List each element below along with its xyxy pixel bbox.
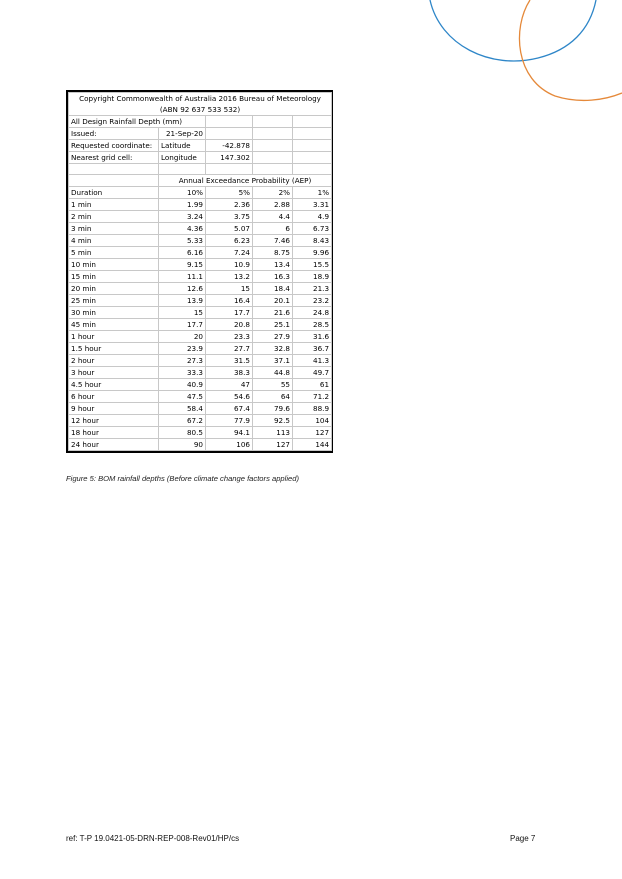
depth-value-cell: 92.5 [253,415,293,427]
depth-value-cell: 71.2 [293,391,332,403]
depth-value-cell: 9.96 [293,247,332,259]
depth-value-cell: 106 [206,439,253,451]
depth-value-cell: 38.3 [206,367,253,379]
duration-cell: 5 min [69,247,159,259]
depth-value-cell: 11.1 [159,271,206,283]
table-row [69,367,332,379]
duration-cell: 30 min [69,307,159,319]
depth-value-cell: 13.2 [206,271,253,283]
table-row [69,427,332,439]
depth-value-cell: 4.4 [253,211,293,223]
duration-cell: 2 min [69,211,159,223]
issued-label: Issued: [69,128,159,140]
duration-cell: 3 min [69,223,159,235]
depth-value-cell: 58.4 [159,403,206,415]
depth-value-cell: 127 [253,439,293,451]
depth-value-cell: 27.7 [206,343,253,355]
depth-value-cell: 9.15 [159,259,206,271]
depth-value-cell: 13.9 [159,295,206,307]
depth-value-cell: 144 [293,439,332,451]
rainfall-title: All Design Rainfall Depth (mm) [69,116,206,128]
depth-value-cell: 67.4 [206,403,253,415]
aep-column-header: 2% [253,187,293,199]
duration-cell: 12 hour [69,415,159,427]
table-row [69,391,332,403]
depth-value-cell: 1.99 [159,199,206,211]
depth-value-cell: 37.1 [253,355,293,367]
depth-value-cell: 2.36 [206,199,253,211]
table-row [69,343,332,355]
depth-value-cell: 64 [253,391,293,403]
depth-value-cell: 36.7 [293,343,332,355]
table-row [69,235,332,247]
table-row [69,223,332,235]
depth-value-cell: 41.3 [293,355,332,367]
depth-value-cell: 113 [253,427,293,439]
depth-value-cell: 17.7 [206,307,253,319]
table-row [69,199,332,211]
latitude-value: -42.878 [206,140,253,152]
depth-value-cell: 15 [206,283,253,295]
page-number: Page 7 [510,834,536,843]
depth-value-cell: 55 [253,379,293,391]
depth-value-cell: 4.9 [293,211,332,223]
duration-cell: 24 hour [69,439,159,451]
issued-row [69,128,332,140]
abn-row [69,104,332,116]
nearest-grid-cell-label: Nearest grid cell: [69,152,159,164]
duration-cell: 45 min [69,319,159,331]
depth-value-cell: 13.4 [253,259,293,271]
depth-value-cell: 5.07 [206,223,253,235]
table-row [69,415,332,427]
aep-heading: Annual Exceedance Probability (AEP) [159,175,332,187]
table-row [69,271,332,283]
depth-value-cell: 80.5 [159,427,206,439]
duration-cell: 18 hour [69,427,159,439]
duration-cell: 15 min [69,271,159,283]
longitude-value: 147.302 [206,152,253,164]
table-row [69,307,332,319]
duration-cell: 2 hour [69,355,159,367]
depth-value-cell: 6.16 [159,247,206,259]
duration-cell: 4.5 hour [69,379,159,391]
depth-value-cell: 79.6 [253,403,293,415]
copyright-row [69,93,332,105]
abn-text: (ABN 92 637 533 532) [69,104,332,116]
depth-value-cell: 12.6 [159,283,206,295]
issued-value: 21-Sep-20 [159,128,206,140]
aep-column-header: 10% [159,187,206,199]
footer-reference: ref: T-P 19.0421-05-DRN-REP-008-Rev01/HP/cs [66,834,240,843]
depth-value-cell: 28.5 [293,319,332,331]
table-row [69,283,332,295]
column-header-row [69,187,332,199]
table-row [69,439,332,451]
depth-value-cell: 33.3 [159,367,206,379]
depth-value-cell: 27.9 [253,331,293,343]
depth-value-cell: 21.6 [253,307,293,319]
depth-value-cell: 27.3 [159,355,206,367]
depth-value-cell: 5.33 [159,235,206,247]
aep-heading-row [69,175,332,187]
table-row [69,259,332,271]
table-row [69,247,332,259]
depth-value-cell: 31.5 [206,355,253,367]
depth-value-cell: 18.4 [253,283,293,295]
blue-arc [430,0,596,61]
depth-value-cell: 20.8 [206,319,253,331]
depth-value-cell: 2.88 [253,199,293,211]
duration-cell: 1.5 hour [69,343,159,355]
depth-value-cell: 94.1 [206,427,253,439]
depth-value-cell: 6 [253,223,293,235]
table-row [69,295,332,307]
depth-value-cell: 54.6 [206,391,253,403]
table-row [69,355,332,367]
depth-value-cell: 40.9 [159,379,206,391]
depth-value-cell: 90 [159,439,206,451]
duration-cell: 4 min [69,235,159,247]
depth-value-cell: 6.23 [206,235,253,247]
duration-header: Duration [69,187,159,199]
rainfall-title-row [69,116,332,128]
figure-caption: Figure 5: BOM rainfall depths (Before climate change factors applied) [66,474,299,483]
depth-value-cell: 32.8 [253,343,293,355]
duration-cell: 1 min [69,199,159,211]
depth-value-cell: 3.31 [293,199,332,211]
rainfall-depth-table [66,90,333,453]
aep-column-header: 1% [293,187,332,199]
nearest-grid-cell-row [69,152,332,164]
requested-coordinate-label: Requested coordinate: [69,140,159,152]
table-row [69,379,332,391]
depth-value-cell: 15.5 [293,259,332,271]
duration-cell: 3 hour [69,367,159,379]
duration-cell: 25 min [69,295,159,307]
depth-value-cell: 4.36 [159,223,206,235]
depth-value-cell: 3.24 [159,211,206,223]
depth-value-cell: 61 [293,379,332,391]
copyright-text: Copyright Commonwealth of Australia 2016 Bureau of Meteorology [69,93,332,105]
table-row [69,403,332,415]
duration-cell: 10 min [69,259,159,271]
depth-value-cell: 67.2 [159,415,206,427]
depth-value-cell: 23.9 [159,343,206,355]
table-row [69,211,332,223]
depth-value-cell: 31.6 [293,331,332,343]
depth-value-cell: 10.9 [206,259,253,271]
table-row [69,331,332,343]
depth-value-cell: 16.4 [206,295,253,307]
depth-value-cell: 104 [293,415,332,427]
duration-cell: 20 min [69,283,159,295]
duration-cell: 9 hour [69,403,159,415]
depth-value-cell: 47 [206,379,253,391]
depth-value-cell: 20 [159,331,206,343]
depth-value-cell: 8.43 [293,235,332,247]
depth-value-cell: 21.3 [293,283,332,295]
depth-value-cell: 127 [293,427,332,439]
depth-value-cell: 25.1 [253,319,293,331]
depth-value-cell: 47.5 [159,391,206,403]
depth-value-cell: 15 [159,307,206,319]
depth-value-cell: 44.8 [253,367,293,379]
depth-value-cell: 24.8 [293,307,332,319]
orange-arc [519,0,622,100]
longitude-label: Longitude [159,152,206,164]
table-row [69,319,332,331]
requested-coordinate-row [69,140,332,152]
latitude-label: Latitude [159,140,206,152]
spacer-row [69,164,332,175]
depth-value-cell: 3.75 [206,211,253,223]
depth-value-cell: 7.24 [206,247,253,259]
depth-value-cell: 88.9 [293,403,332,415]
depth-value-cell: 49.7 [293,367,332,379]
duration-cell: 1 hour [69,331,159,343]
depth-value-cell: 23.3 [206,331,253,343]
depth-value-cell: 23.2 [293,295,332,307]
depth-value-cell: 7.46 [253,235,293,247]
depth-value-cell: 17.7 [159,319,206,331]
depth-value-cell: 77.9 [206,415,253,427]
aep-column-header: 5% [206,187,253,199]
duration-cell: 6 hour [69,391,159,403]
depth-value-cell: 20.1 [253,295,293,307]
depth-value-cell: 18.9 [293,271,332,283]
depth-value-cell: 8.75 [253,247,293,259]
depth-value-cell: 6.73 [293,223,332,235]
depth-value-cell: 16.3 [253,271,293,283]
